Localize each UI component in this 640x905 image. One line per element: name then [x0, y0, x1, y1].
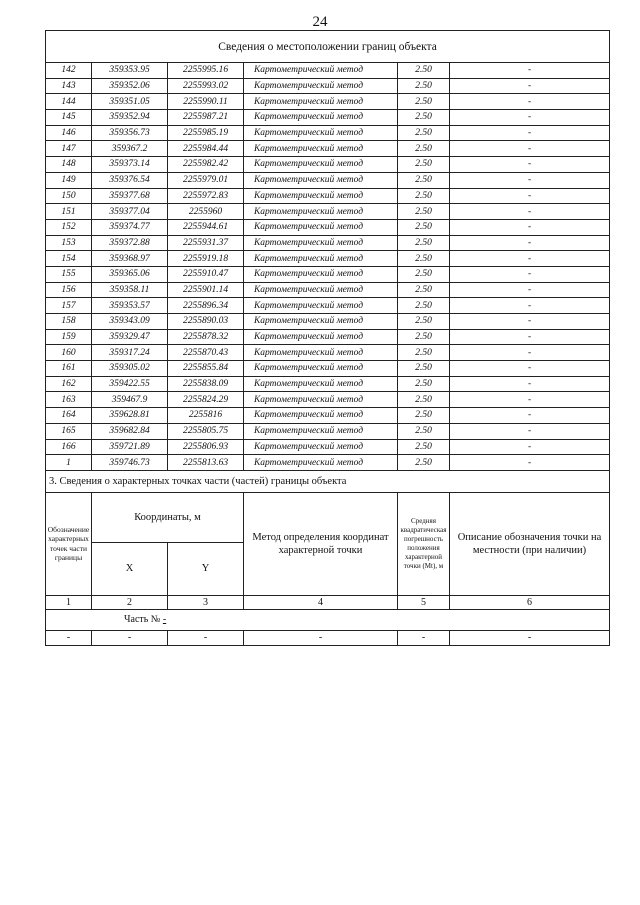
coord-y: 2255979.01 — [168, 172, 244, 188]
method: Картометрический метод — [244, 188, 398, 204]
method: Картометрический метод — [244, 125, 398, 141]
section3-title-row — [46, 471, 610, 493]
coord-y: 2255816 — [168, 408, 244, 424]
table-row — [46, 110, 610, 126]
point-number: 150 — [46, 188, 92, 204]
mt-value: 2.50 — [398, 282, 450, 298]
mt-value: 2.50 — [398, 439, 450, 455]
mt-value: 2.50 — [398, 408, 450, 424]
header-method: Метод определения координат характерной точки — [244, 492, 398, 595]
description: - — [450, 78, 610, 94]
point-number: 152 — [46, 219, 92, 235]
table-row — [46, 298, 610, 314]
method: Картометрический метод — [244, 439, 398, 455]
document-body — [45, 30, 609, 646]
coord-y: 2255806.93 — [168, 439, 244, 455]
coord-y: 2255813.63 — [168, 455, 244, 471]
method: Картометрический метод — [244, 408, 398, 424]
coord-x: 359374.77 — [92, 219, 168, 235]
description: - — [450, 361, 610, 377]
boundary-location-table — [45, 30, 610, 471]
coord-y: 2255805.75 — [168, 423, 244, 439]
column-number: 4 — [244, 595, 398, 609]
coord-x: 359352.94 — [92, 110, 168, 126]
description: - — [450, 439, 610, 455]
table-row — [46, 376, 610, 392]
table-row — [46, 94, 610, 110]
description: - — [450, 345, 610, 361]
dash-cell: - — [46, 630, 92, 645]
description: - — [450, 376, 610, 392]
coord-x: 359329.47 — [92, 329, 168, 345]
coord-x: 359467.9 — [92, 392, 168, 408]
method: Картометрический метод — [244, 298, 398, 314]
coord-y: 2255919.18 — [168, 251, 244, 267]
method: Картометрический метод — [244, 63, 398, 79]
table-row — [46, 361, 610, 377]
description: - — [450, 251, 610, 267]
coord-x: 359368.97 — [92, 251, 168, 267]
coord-y: 2255985.19 — [168, 125, 244, 141]
method: Картометрический метод — [244, 172, 398, 188]
coord-x: 359377.68 — [92, 188, 168, 204]
coord-x: 359376.54 — [92, 172, 168, 188]
coord-x: 359372.88 — [92, 235, 168, 251]
column-number: 6 — [450, 595, 610, 609]
coord-x: 359721.89 — [92, 439, 168, 455]
dash-cell: - — [168, 630, 244, 645]
coord-y: 2255990.11 — [168, 94, 244, 110]
coord-y: 2255944.61 — [168, 219, 244, 235]
mt-value: 2.50 — [398, 78, 450, 94]
method: Картометрический метод — [244, 219, 398, 235]
mt-value: 2.50 — [398, 329, 450, 345]
coord-y: 2255984.44 — [168, 141, 244, 157]
mt-value: 2.50 — [398, 345, 450, 361]
coord-y: 2255993.02 — [168, 78, 244, 94]
mt-value: 2.50 — [398, 423, 450, 439]
page-number: 24 — [312, 14, 328, 30]
point-number: 147 — [46, 141, 92, 157]
part-dash-row — [46, 630, 610, 645]
part-label: Часть № — [124, 614, 161, 626]
coord-y: 2255972.83 — [168, 188, 244, 204]
mt-value: 2.50 — [398, 235, 450, 251]
coord-x: 359356.73 — [92, 125, 168, 141]
point-number: 153 — [46, 235, 92, 251]
dash-cell: - — [450, 630, 610, 645]
coord-x: 359305.02 — [92, 361, 168, 377]
description: - — [450, 235, 610, 251]
description: - — [450, 157, 610, 173]
column-number: 3 — [168, 595, 244, 609]
description: - — [450, 94, 610, 110]
mt-value: 2.50 — [398, 172, 450, 188]
header-coordinates: Координаты, м — [92, 492, 244, 542]
coord-x: 359351.05 — [92, 94, 168, 110]
description: - — [450, 204, 610, 220]
method: Картометрический метод — [244, 329, 398, 345]
method: Картометрический метод — [244, 345, 398, 361]
method: Картометрический метод — [244, 314, 398, 330]
description: - — [450, 188, 610, 204]
coord-x: 359422.55 — [92, 376, 168, 392]
header-description: Описание обозначения точки на местности (при наличии) — [450, 492, 610, 595]
table-row — [46, 188, 610, 204]
table-row — [46, 392, 610, 408]
coord-x: 359367.2 — [92, 141, 168, 157]
description: - — [450, 455, 610, 471]
point-number: 156 — [46, 282, 92, 298]
table-row — [46, 251, 610, 267]
coord-x: 359377.04 — [92, 204, 168, 220]
coord-y: 2255931.37 — [168, 235, 244, 251]
part-number: - — [162, 614, 167, 626]
mt-value: 2.50 — [398, 251, 450, 267]
mt-value: 2.50 — [398, 266, 450, 282]
table-row — [46, 235, 610, 251]
table-row — [46, 439, 610, 455]
part-label-cell — [46, 609, 610, 630]
coord-x: 359628.81 — [92, 408, 168, 424]
part-points-table — [45, 471, 610, 646]
table-row — [46, 266, 610, 282]
point-number: 158 — [46, 314, 92, 330]
method: Картометрический метод — [244, 251, 398, 267]
mt-value: 2.50 — [398, 157, 450, 173]
mt-value: 2.50 — [398, 455, 450, 471]
header-mt: Средняя квадратическая погрешность положения характерной точки (Mt), м — [398, 492, 450, 595]
mt-value: 2.50 — [398, 141, 450, 157]
dash-cell: - — [244, 630, 398, 645]
mt-value: 2.50 — [398, 314, 450, 330]
table-row — [46, 282, 610, 298]
mt-value: 2.50 — [398, 204, 450, 220]
section1-title: Сведения о местоположении границ объекта — [46, 31, 610, 63]
point-number: 164 — [46, 408, 92, 424]
coord-x: 359373.14 — [92, 157, 168, 173]
table-row — [46, 141, 610, 157]
mt-value: 2.50 — [398, 376, 450, 392]
point-number: 145 — [46, 110, 92, 126]
method: Картометрический метод — [244, 157, 398, 173]
coord-y: 2255855.84 — [168, 361, 244, 377]
method: Картометрический метод — [244, 455, 398, 471]
header-point-label: Обозначение характерных точек части границы — [46, 492, 92, 595]
method: Картометрический метод — [244, 361, 398, 377]
method: Картометрический метод — [244, 392, 398, 408]
method: Картометрический метод — [244, 110, 398, 126]
method: Картометрический метод — [244, 282, 398, 298]
method: Картометрический метод — [244, 376, 398, 392]
coord-x: 359352.06 — [92, 78, 168, 94]
coord-y: 2255987.21 — [168, 110, 244, 126]
description: - — [450, 219, 610, 235]
coord-y: 2255824.29 — [168, 392, 244, 408]
coord-x: 359317.24 — [92, 345, 168, 361]
coord-x: 359365.06 — [92, 266, 168, 282]
point-number: 162 — [46, 376, 92, 392]
method: Картометрический метод — [244, 94, 398, 110]
description: - — [450, 63, 610, 79]
part-row — [46, 609, 610, 630]
description: - — [450, 172, 610, 188]
method: Картометрический метод — [244, 204, 398, 220]
description: - — [450, 314, 610, 330]
method: Картометрический метод — [244, 78, 398, 94]
header-x: X — [92, 542, 168, 595]
dash-cell: - — [92, 630, 168, 645]
method: Картометрический метод — [244, 423, 398, 439]
mt-value: 2.50 — [398, 361, 450, 377]
coord-y: 2255960 — [168, 204, 244, 220]
table-row — [46, 455, 610, 471]
coord-y: 2255890.03 — [168, 314, 244, 330]
section3-title: 3. Сведения о характерных точках части (частей) границы объекта — [46, 471, 610, 493]
point-number: 166 — [46, 439, 92, 455]
coord-y: 2255878.32 — [168, 329, 244, 345]
mt-value: 2.50 — [398, 219, 450, 235]
table-row — [46, 78, 610, 94]
method: Картометрический метод — [244, 141, 398, 157]
description: - — [450, 141, 610, 157]
point-number: 1 — [46, 455, 92, 471]
coord-y: 2255838.09 — [168, 376, 244, 392]
point-number: 160 — [46, 345, 92, 361]
point-number: 149 — [46, 172, 92, 188]
column-number: 2 — [92, 595, 168, 609]
mt-value: 2.50 — [398, 392, 450, 408]
point-number: 163 — [46, 392, 92, 408]
method: Картометрический метод — [244, 266, 398, 282]
point-number: 146 — [46, 125, 92, 141]
point-number: 161 — [46, 361, 92, 377]
section3-header-row-1 — [46, 492, 610, 542]
table-row — [46, 408, 610, 424]
point-number: 143 — [46, 78, 92, 94]
description: - — [450, 298, 610, 314]
method: Картометрический метод — [244, 235, 398, 251]
column-number: 1 — [46, 595, 92, 609]
point-number: 144 — [46, 94, 92, 110]
table-row — [46, 63, 610, 79]
description: - — [450, 392, 610, 408]
mt-value: 2.50 — [398, 63, 450, 79]
table-row — [46, 329, 610, 345]
point-number: 157 — [46, 298, 92, 314]
mt-value: 2.50 — [398, 125, 450, 141]
table-row — [46, 157, 610, 173]
description: - — [450, 110, 610, 126]
table-row — [46, 204, 610, 220]
point-number: 155 — [46, 266, 92, 282]
description: - — [450, 329, 610, 345]
coord-y: 2255982.42 — [168, 157, 244, 173]
point-number: 165 — [46, 423, 92, 439]
column-number: 5 — [398, 595, 450, 609]
coord-x: 359746.73 — [92, 455, 168, 471]
table-row — [46, 172, 610, 188]
section1-title-row — [46, 31, 610, 63]
mt-value: 2.50 — [398, 110, 450, 126]
column-numbers-row — [46, 595, 610, 609]
table-row — [46, 423, 610, 439]
coord-y: 2255896.34 — [168, 298, 244, 314]
table-row — [46, 314, 610, 330]
table-row — [46, 219, 610, 235]
point-number: 154 — [46, 251, 92, 267]
coord-x: 359358.11 — [92, 282, 168, 298]
point-number: 142 — [46, 63, 92, 79]
coord-x: 359353.57 — [92, 298, 168, 314]
mt-value: 2.50 — [398, 94, 450, 110]
dash-cell: - — [398, 630, 450, 645]
coord-y: 2255995.16 — [168, 63, 244, 79]
coord-x: 359353.95 — [92, 63, 168, 79]
point-number: 159 — [46, 329, 92, 345]
coord-x: 359343.09 — [92, 314, 168, 330]
point-number: 148 — [46, 157, 92, 173]
coord-y: 2255910.47 — [168, 266, 244, 282]
description: - — [450, 266, 610, 282]
header-y: Y — [168, 542, 244, 595]
description: - — [450, 125, 610, 141]
coord-x: 359682.84 — [92, 423, 168, 439]
point-number: 151 — [46, 204, 92, 220]
description: - — [450, 282, 610, 298]
table-row — [46, 125, 610, 141]
table-row — [46, 345, 610, 361]
mt-value: 2.50 — [398, 188, 450, 204]
description: - — [450, 423, 610, 439]
mt-value: 2.50 — [398, 298, 450, 314]
coord-y: 2255901.14 — [168, 282, 244, 298]
description: - — [450, 408, 610, 424]
coord-y: 2255870.43 — [168, 345, 244, 361]
